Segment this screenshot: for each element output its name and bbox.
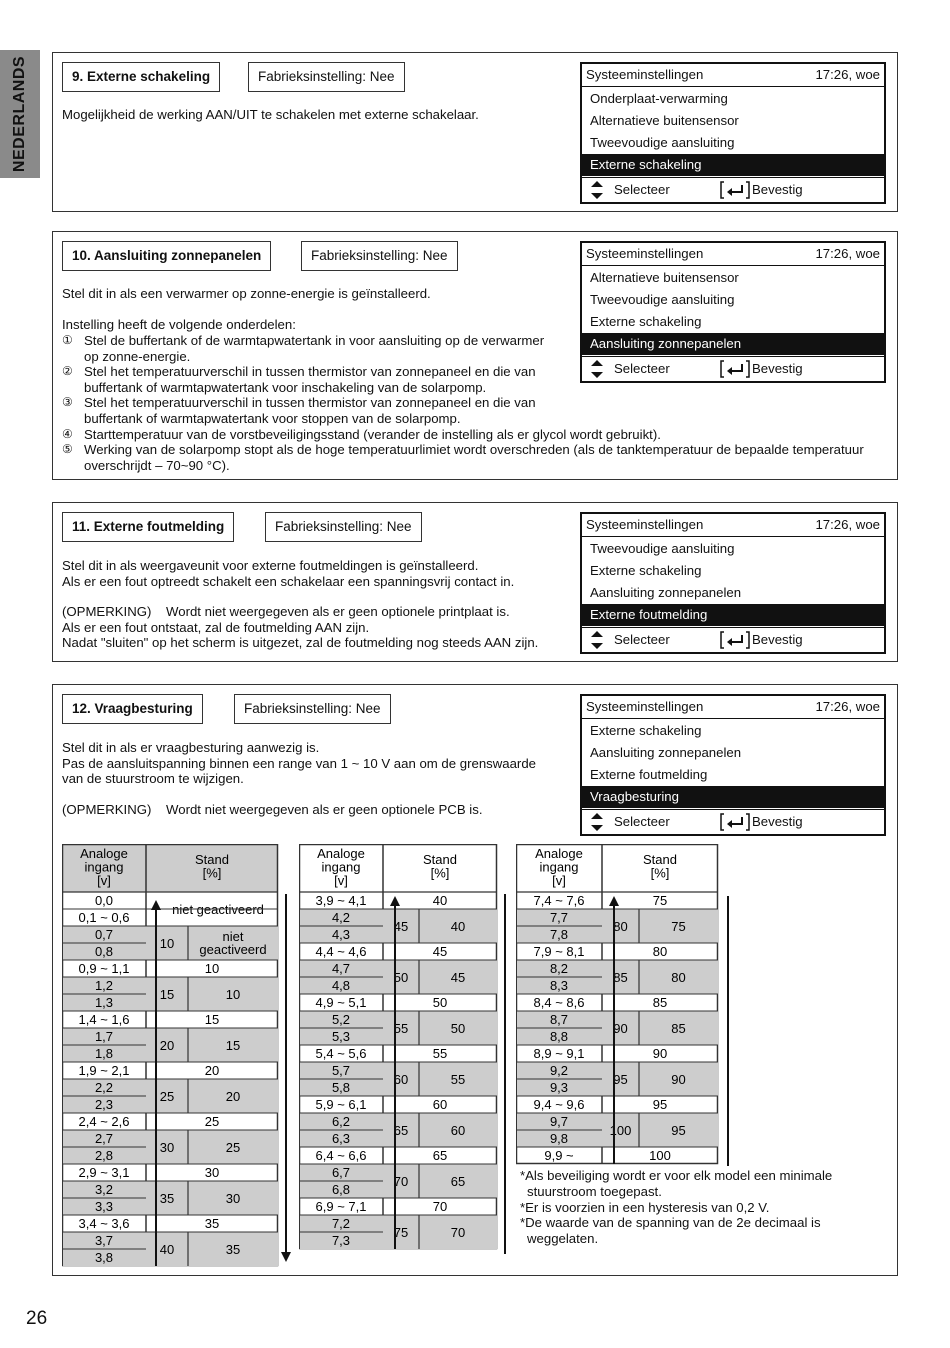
input-value: 7,3 <box>331 1233 351 1248</box>
input-value: 3,3 <box>94 1199 114 1214</box>
input-value: 9,7 <box>549 1114 569 1129</box>
input-value: 8,4 ~ 8,6 <box>533 995 585 1010</box>
increase-arrow-head <box>151 900 161 910</box>
note-line: (OPMERKING) Wordt niet weergegeven als er geen optionele PCB is. <box>62 801 483 817</box>
select-label: Selecteer <box>614 632 670 647</box>
input-value: 4,9 ~ 5,1 <box>315 995 367 1010</box>
table-notes <box>520 1168 850 1247</box>
item-number: ① <box>62 333 73 347</box>
confirm-label: Bevestig <box>752 632 803 647</box>
stand-down-value: 70 <box>450 1225 466 1240</box>
input-value: 4,4 ~ 4,6 <box>315 944 367 959</box>
menu-item[interactable]: Externe schakeling <box>590 314 702 329</box>
input-value: 3,4 ~ 3,6 <box>78 1216 130 1231</box>
language-tab <box>0 50 40 178</box>
input-value: 5,9 ~ 6,1 <box>315 1097 367 1112</box>
input-value: 6,9 ~ 7,1 <box>315 1199 367 1214</box>
stand-down-value: 65 <box>450 1174 466 1189</box>
item-number: ⑤ <box>62 442 73 457</box>
stand-value: 100 <box>649 1148 671 1163</box>
list-item <box>62 333 562 364</box>
section-description <box>62 558 562 651</box>
select-label: Selecteer <box>614 361 670 376</box>
description-line: Als er een fout ontstaat, zal de foutmelding AAN zijn. <box>62 619 370 635</box>
list-item <box>62 395 562 426</box>
input-value: 6,4 ~ 6,6 <box>315 1148 367 1163</box>
stand-down-value: 25 <box>225 1140 241 1155</box>
item-text: Stel het temperatuurverschil in tussen thermistor van zonnepaneel en die van buffertank of warmtapwatertank voor inschakeling van de solarpomp. <box>84 364 536 395</box>
screen-title: Systeeminstellingen <box>586 699 704 714</box>
factory-setting: Fabrieksinstelling: Nee <box>265 512 422 542</box>
item-number: ④ <box>62 426 73 441</box>
menu-item[interactable]: Tweevoudige aansluiting <box>590 135 735 150</box>
menu-item-selected[interactable]: Aansluiting zonnepanelen <box>582 333 884 355</box>
input-value: 1,2 <box>94 978 114 993</box>
stand-down-value: 20 <box>225 1089 241 1104</box>
select-label: Selecteer <box>614 814 670 829</box>
item-text: Starttemperatuur van de vorstbeveiligingsstand (verander de instelling als er glycol wordt gebruikt). <box>84 426 661 442</box>
voltage-table-2 <box>299 844 521 1259</box>
input-value: 9,9 ~ <box>544 1148 574 1163</box>
stand-value: 90 <box>652 1046 668 1061</box>
stand-down-value: 50 <box>450 1021 466 1036</box>
stand-up-value: 30 <box>159 1140 175 1155</box>
settings-screen <box>580 62 886 204</box>
header-input-label: ingang <box>321 859 361 875</box>
voltage-table-3 <box>516 844 742 1171</box>
voltage-table-1-graphic <box>62 844 302 1270</box>
up-down-arrows-icon <box>591 360 603 378</box>
input-value: 7,4 ~ 7,6 <box>533 893 585 908</box>
header-stand-label: [%] <box>430 865 450 881</box>
input-value: 5,4 ~ 5,6 <box>315 1046 367 1061</box>
screen-header <box>582 243 884 266</box>
list-item <box>62 442 892 473</box>
stand-down-value: 75 <box>671 919 686 934</box>
stand-down-value: 60 <box>450 1123 466 1138</box>
description-line: van de stuurstroom te wijzigen. <box>62 771 244 787</box>
input-value: 7,7 <box>549 910 569 925</box>
stand-value: 45 <box>432 944 448 959</box>
section-description <box>62 107 479 123</box>
input-value: 9,8 <box>549 1131 569 1146</box>
screen-footer <box>582 627 884 652</box>
menu-item[interactable]: Tweevoudige aansluiting <box>590 541 735 556</box>
description-line: Stel dit in als weergaveunit voor externe foutmeldingen is geïnstalleerd. <box>62 558 479 573</box>
input-value: 1,3 <box>94 995 114 1010</box>
screen-header <box>582 514 884 537</box>
stand-down-value: 40 <box>450 919 466 934</box>
stand-down-value: 35 <box>225 1242 241 1257</box>
stand-value: 95 <box>652 1097 668 1112</box>
menu-item[interactable]: Alternatieve buitensensor <box>590 113 739 128</box>
stand-up-value: 65 <box>393 1123 409 1138</box>
input-value: 4,2 <box>331 910 351 925</box>
stand-up-value: 70 <box>393 1174 409 1189</box>
increase-arrow-head <box>609 896 619 906</box>
input-value: 3,2 <box>94 1182 114 1197</box>
increase-arrow-head <box>390 896 400 906</box>
stand-value: 60 <box>432 1097 448 1112</box>
stand-up-value: 80 <box>613 919 628 934</box>
input-value: 2,4 ~ 2,6 <box>78 1114 130 1129</box>
section-external-switch <box>52 52 898 212</box>
screen-footer <box>582 356 884 381</box>
input-value: 2,9 ~ 3,1 <box>78 1165 130 1180</box>
stand-up-value: 50 <box>393 970 409 985</box>
stand-down-value: geactiveerd <box>199 942 267 957</box>
stand-down-value: 90 <box>671 1072 686 1087</box>
input-value: 8,2 <box>549 961 569 976</box>
factory-setting: Fabrieksinstelling: Nee <box>234 694 391 724</box>
input-value: 4,7 <box>331 961 351 976</box>
description-line: Pas de aansluitspanning binnen een range van 1 ~ 10 V aan om de grenswaarde <box>62 755 536 771</box>
stand-value: 55 <box>432 1046 448 1061</box>
page-number: 26 <box>26 1308 48 1329</box>
screen-title: Systeeminstellingen <box>586 246 704 261</box>
header-input-label: Analoge <box>80 846 128 861</box>
stand-up-value: 10 <box>159 936 175 951</box>
input-value: 1,9 ~ 2,1 <box>78 1063 130 1078</box>
settings-screen <box>580 241 886 383</box>
header-input-label: [v] <box>552 873 566 888</box>
stand-value: niet geactiveerd <box>172 902 264 917</box>
stand-value: 10 <box>204 961 220 976</box>
select-label: Selecteer <box>614 182 670 197</box>
header-input-label: Analoge <box>535 846 583 861</box>
input-value: 1,7 <box>94 1029 114 1044</box>
stand-up-value: 90 <box>613 1021 628 1036</box>
language-tab-label: NEDERLANDS <box>11 55 28 173</box>
item-number: ③ <box>62 395 73 410</box>
input-value: 7,2 <box>331 1216 351 1231</box>
note-line: stuurstroom toegepast. <box>527 1183 662 1199</box>
input-value: 6,2 <box>331 1114 351 1129</box>
stand-value: 50 <box>432 995 448 1010</box>
voltage-table-3-graphic <box>516 844 742 1166</box>
header-stand-label: Stand <box>643 852 677 867</box>
section-title: 11. Externe foutmelding <box>62 512 234 542</box>
description-line: Als er een fout optreedt schakelt een schakelaar een spanningsvrij contact in. <box>62 573 515 589</box>
item-text: Stel de buffertank of de warmtapwatertank in voor aansluiting op de verwarmer op zonne-energie. <box>84 333 545 364</box>
menu-item[interactable]: Aansluiting zonnepanelen <box>590 745 742 760</box>
menu-item[interactable]: Externe foutmelding <box>590 767 708 782</box>
note-line: weggelaten. <box>527 1231 599 1247</box>
input-value: 9,4 ~ 9,6 <box>533 1097 585 1112</box>
menu-item-selected[interactable]: Externe schakeling <box>582 154 884 176</box>
confirm-label: Bevestig <box>752 361 803 376</box>
stand-value: 80 <box>652 944 668 959</box>
stand-value: 65 <box>432 1148 448 1163</box>
enter-key-icon <box>720 813 750 831</box>
menu-item[interactable]: Onderplaat-verwarming <box>590 91 728 106</box>
input-value: 5,3 <box>331 1029 351 1044</box>
header-input-label: ingang <box>84 859 124 875</box>
input-value: 0,7 <box>94 927 114 942</box>
input-value: 5,2 <box>331 1012 351 1027</box>
screen-clock: 17:26, woe <box>815 67 880 82</box>
header-input-label: ingang <box>539 859 579 875</box>
stand-down-value: 30 <box>225 1191 241 1206</box>
input-value: 6,8 <box>331 1182 351 1197</box>
menu-item[interactable]: Tweevoudige aansluiting <box>590 292 735 307</box>
stand-value: 30 <box>204 1165 220 1180</box>
description-line: Stel dit in als er vraagbesturing aanwezig is. <box>62 740 320 755</box>
stand-up-value: 15 <box>159 987 175 1002</box>
note-line: *Als beveiliging wordt er voor elk model een minimale <box>520 1168 833 1183</box>
input-value: 9,3 <box>549 1080 569 1095</box>
stand-up-value: 35 <box>159 1191 175 1206</box>
section-title: 12. Vraagbesturing <box>62 694 203 724</box>
note-line: (OPMERKING) Wordt niet weergegeven als er geen optionele printplaat is. <box>62 604 510 620</box>
stand-value: 85 <box>652 995 668 1010</box>
stand-value: 75 <box>652 893 668 908</box>
menu-item-selected[interactable]: Vraagbesturing <box>582 786 884 808</box>
stand-up-value: 100 <box>609 1123 632 1138</box>
stand-up-value: 60 <box>393 1072 409 1087</box>
section-title: 9. Externe schakeling <box>62 62 220 92</box>
screen-header <box>582 696 884 719</box>
screen-footer <box>582 177 884 202</box>
stand-down-value: 45 <box>450 970 466 985</box>
input-value: 2,3 <box>94 1097 114 1112</box>
stand-down-value: niet <box>222 929 244 944</box>
stand-up-value: 20 <box>159 1038 175 1053</box>
stand-value: 15 <box>204 1012 220 1027</box>
header-stand-label: Stand <box>423 852 457 867</box>
screen-clock: 17:26, woe <box>815 246 880 261</box>
input-value: 0,1 ~ 0,6 <box>78 910 130 925</box>
voltage-table-2-graphic <box>299 844 521 1254</box>
up-down-arrows-icon <box>591 813 603 831</box>
list-item <box>62 364 562 395</box>
input-value: 4,3 <box>331 927 351 942</box>
input-value: 2,8 <box>94 1148 114 1163</box>
menu-item[interactable]: Alternatieve buitensensor <box>590 270 739 285</box>
stand-value: 20 <box>204 1063 220 1078</box>
screen-title: Systeeminstellingen <box>586 517 704 532</box>
note-line: *De waarde van de spanning van de 2e decimaal is <box>520 1215 821 1231</box>
stand-up-value: 25 <box>159 1089 175 1104</box>
header-input-label: [v] <box>97 873 111 888</box>
screen-footer <box>582 809 884 834</box>
factory-setting: Fabrieksinstelling: Nee <box>248 62 405 92</box>
input-value: 0,8 <box>94 944 114 959</box>
input-value: 8,9 ~ 9,1 <box>533 1046 585 1061</box>
screen-clock: 17:26, woe <box>815 517 880 532</box>
input-value: 6,3 <box>331 1131 351 1146</box>
header-stand-label: [%] <box>202 865 222 881</box>
item-text: Stel het temperatuurverschil in tussen thermistor van zonnepaneel en die van buffertank of warmtapwatertank voor stoppen van de solarpomp. <box>84 395 536 426</box>
input-value: 3,8 <box>94 1250 114 1265</box>
input-value: 0,0 <box>94 893 114 908</box>
item-text: Werking van de solarpomp stopt als de hoge temperatuurlimiet wordt overschreden (als de tanktemperatuur de bepaalde temperatuur overschrijdt – 70~90 °C). <box>84 442 864 473</box>
header-input-label: Analoge <box>317 846 365 861</box>
input-value: 0,9 ~ 1,1 <box>78 961 130 976</box>
screen-clock: 17:26, woe <box>815 699 880 714</box>
description-line: Mogelijkheid de werking AAN/UIT te schakelen met externe schakelaar. <box>62 107 479 122</box>
header-input-label: [v] <box>334 873 348 888</box>
section-external-error <box>52 502 898 662</box>
input-value: 3,7 <box>94 1233 114 1248</box>
settings-screen <box>580 694 886 836</box>
list-item <box>62 427 892 443</box>
parts-intro: Instelling heeft de volgende onderdelen: <box>62 316 296 332</box>
input-value: 5,7 <box>331 1063 351 1078</box>
input-value: 2,7 <box>94 1131 114 1146</box>
stand-value: 70 <box>432 1199 448 1214</box>
screen-header <box>582 64 884 87</box>
stand-down-value: 10 <box>225 987 241 1002</box>
voltage-table-1 <box>62 844 302 1275</box>
input-value: 6,7 <box>331 1165 351 1180</box>
header-stand-label: [%] <box>650 865 670 881</box>
section-title: 10. Aansluiting zonnepanelen <box>62 241 271 271</box>
stand-value: 25 <box>204 1114 220 1129</box>
intro-line: Stel dit in als een verwarmer op zonne-energie is geïnstalleerd. <box>62 286 431 301</box>
stand-value: 40 <box>432 893 448 908</box>
input-value: 3,9 ~ 4,1 <box>315 893 367 908</box>
description-line: Nadat "sluiten" op het scherm is uitgezet, zal de foutmelding nog steeds AAN zijn. <box>62 635 539 651</box>
enter-key-icon <box>720 360 750 378</box>
input-value: 1,8 <box>94 1046 114 1061</box>
input-value: 8,8 <box>549 1029 569 1044</box>
menu-item[interactable]: Aansluiting zonnepanelen <box>590 585 742 600</box>
input-value: 8,7 <box>549 1012 569 1027</box>
enter-key-icon <box>720 631 750 649</box>
stand-down-value: 85 <box>671 1021 686 1036</box>
input-value: 1,4 ~ 1,6 <box>78 1012 130 1027</box>
screen-title: Systeeminstellingen <box>586 67 704 82</box>
settings-screen <box>580 512 886 654</box>
stand-up-value: 45 <box>393 919 409 934</box>
stand-up-value: 40 <box>159 1242 175 1257</box>
confirm-label: Bevestig <box>752 814 803 829</box>
menu-item-selected[interactable]: Externe foutmelding <box>582 604 884 626</box>
input-value: 5,8 <box>331 1080 351 1095</box>
input-value: 2,2 <box>94 1080 114 1095</box>
factory-setting: Fabrieksinstelling: Nee <box>301 241 458 271</box>
enter-key-icon <box>720 181 750 199</box>
item-number: ② <box>62 364 73 379</box>
menu-item[interactable]: Externe schakeling <box>590 723 702 738</box>
input-value: 8,3 <box>549 978 569 993</box>
stand-up-value: 85 <box>613 970 628 985</box>
up-down-arrows-icon <box>591 181 603 199</box>
section-description <box>62 286 562 332</box>
stand-up-value: 95 <box>613 1072 628 1087</box>
section-description <box>62 740 562 817</box>
confirm-label: Bevestig <box>752 182 803 197</box>
input-value: 7,9 ~ 8,1 <box>533 944 585 959</box>
stand-value: 35 <box>204 1216 220 1231</box>
stand-up-value: 55 <box>393 1021 409 1036</box>
header-stand-label: Stand <box>195 852 229 867</box>
up-down-arrows-icon <box>591 631 603 649</box>
section-solar-connection <box>52 231 898 480</box>
stand-down-value: 80 <box>671 970 686 985</box>
menu-item[interactable]: Externe schakeling <box>590 563 702 578</box>
note-line: *Er is voorzien in een hysteresis van 0,2 V. <box>520 1199 770 1215</box>
input-value: 7,8 <box>549 927 569 942</box>
stand-down-value: 15 <box>225 1038 241 1053</box>
stand-down-value: 95 <box>671 1123 686 1138</box>
decrease-arrow-head <box>281 1252 291 1262</box>
input-value: 9,2 <box>549 1063 569 1078</box>
stand-up-value: 75 <box>393 1225 409 1240</box>
stand-down-value: 55 <box>450 1072 466 1087</box>
input-value: 4,8 <box>331 978 351 993</box>
